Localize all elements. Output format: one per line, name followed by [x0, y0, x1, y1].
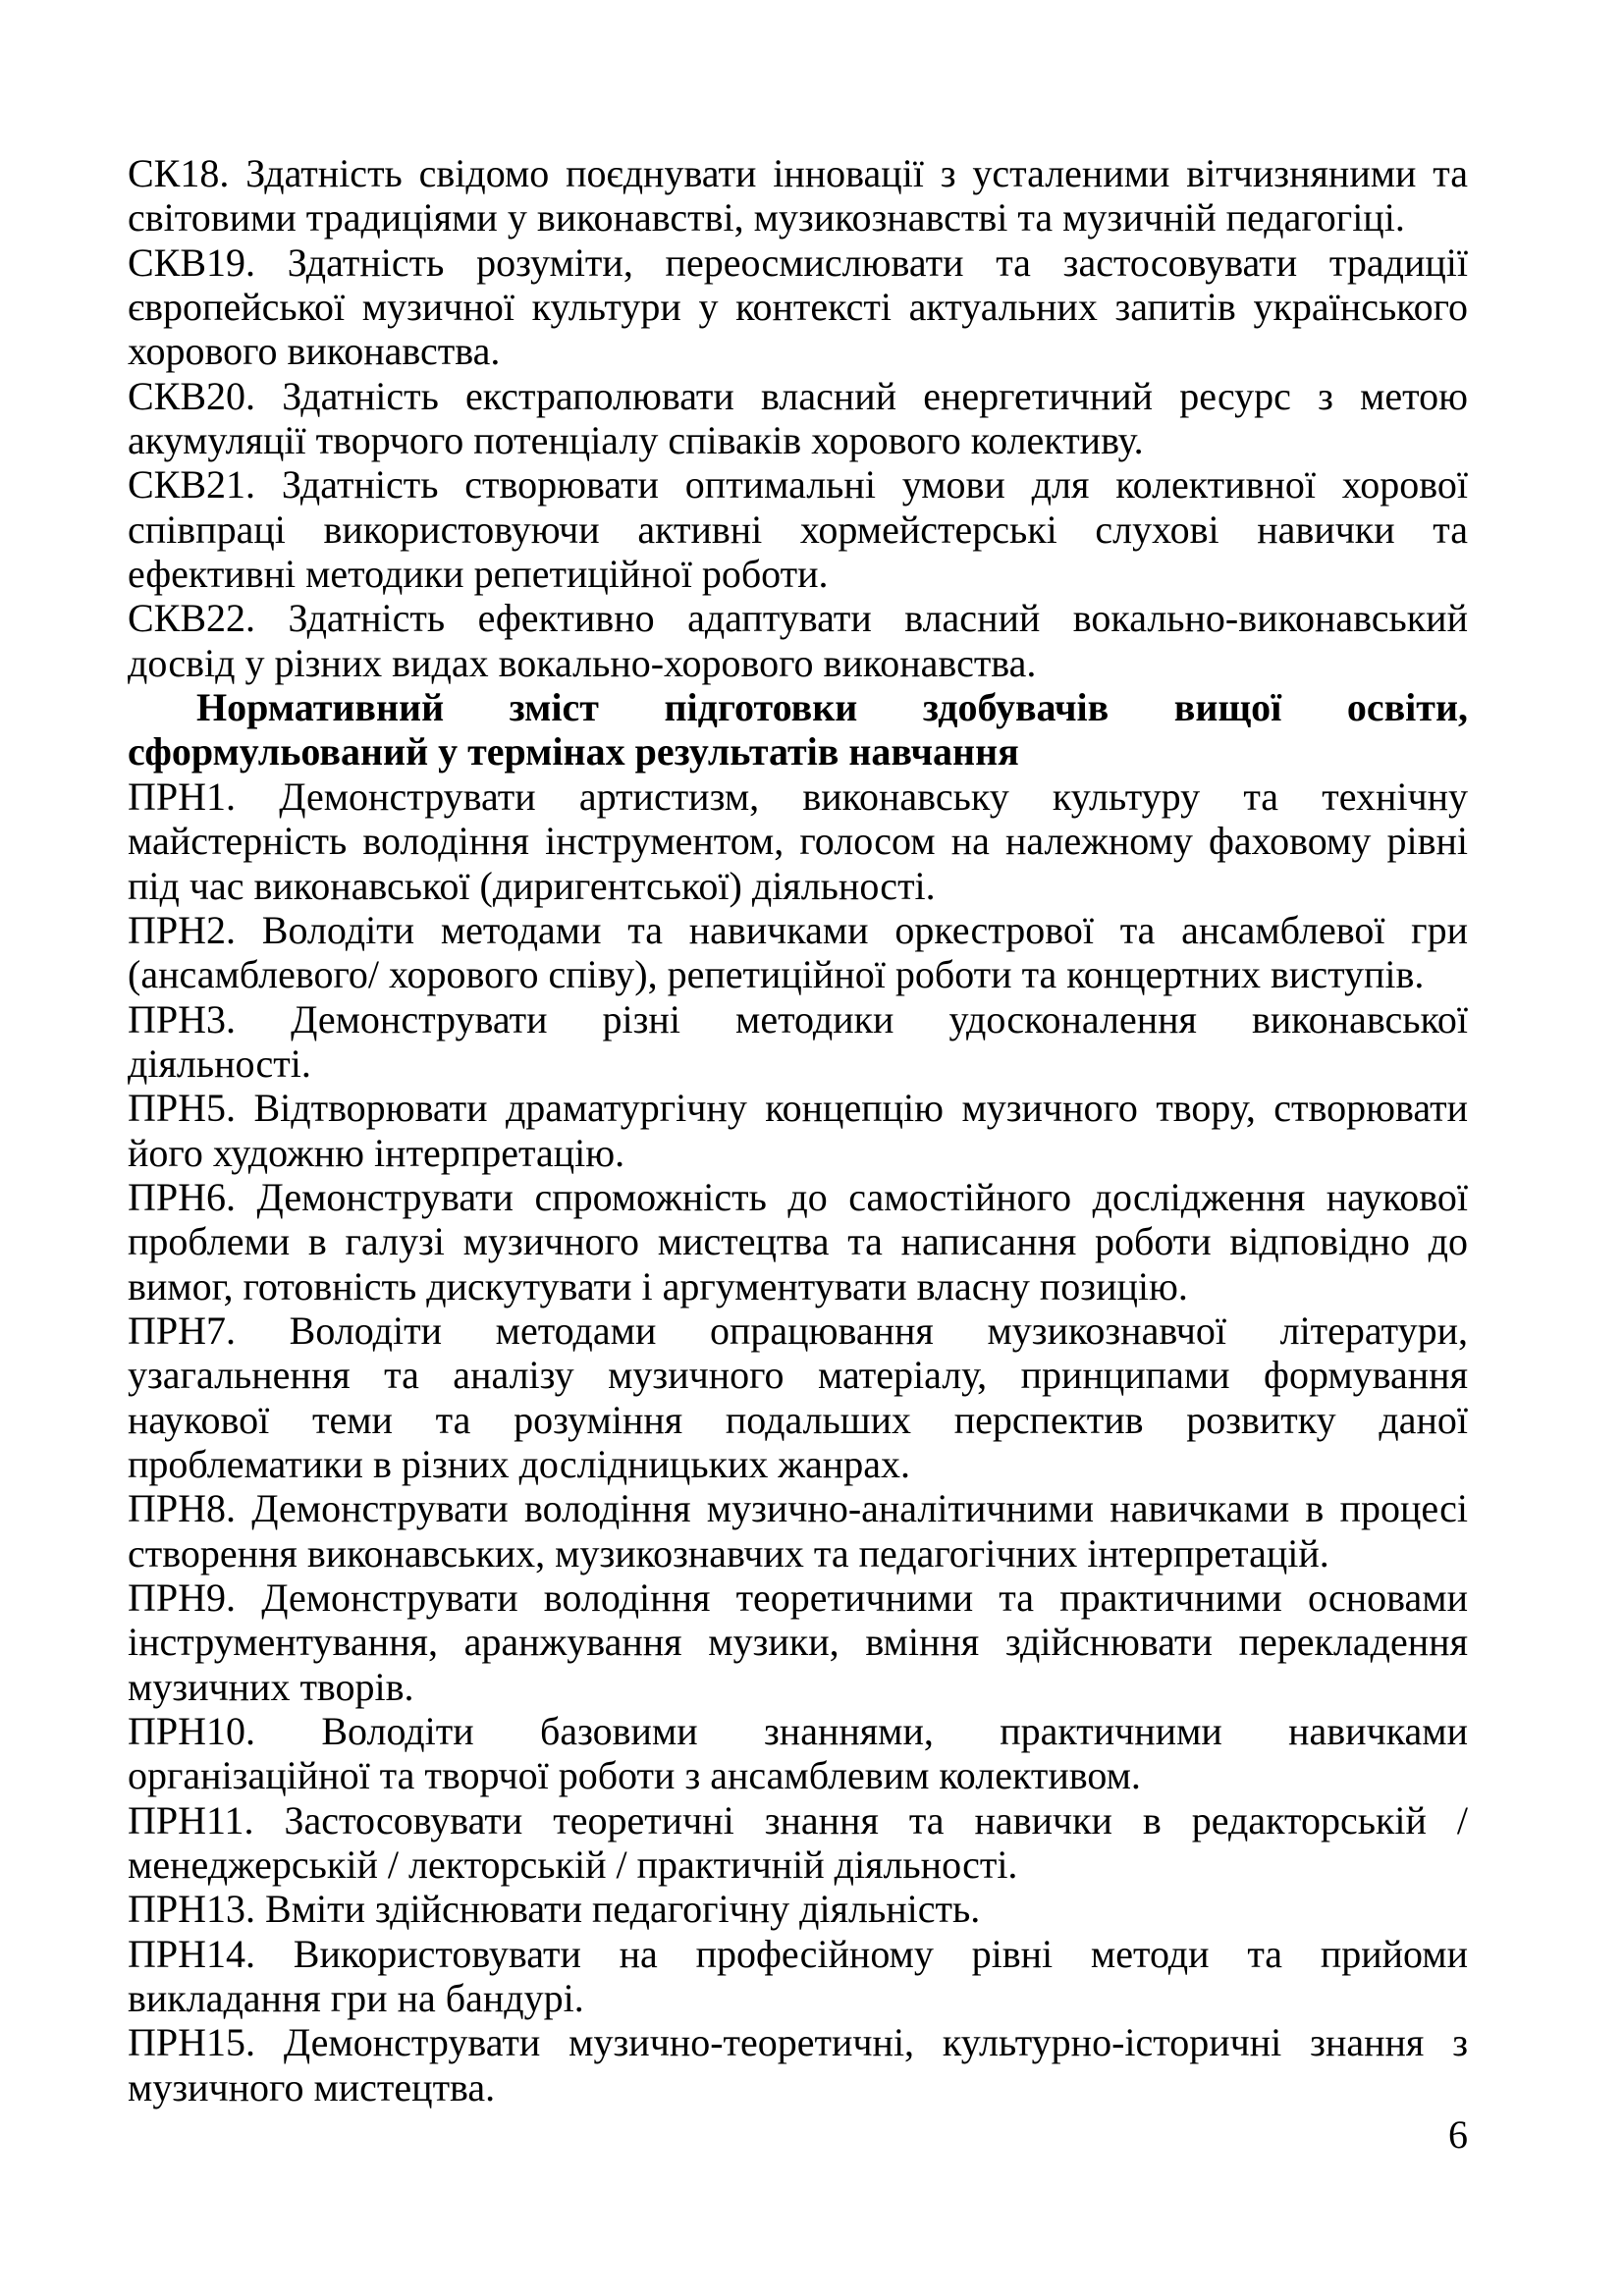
paragraph-skv21: [128, 462, 1468, 596]
text-line: організаційної та творчої роботи з ансамблевим колективом.: [128, 1753, 1141, 1798]
page-number: 6: [1448, 2112, 1468, 2157]
paragraph-prn5: [128, 1086, 1468, 1175]
text-line: досвід у різних видах вокально-хорового виконавства.: [128, 640, 1037, 685]
text-line: хорового виконавства.: [128, 329, 501, 374]
paragraph-prn6: [128, 1175, 1468, 1308]
paragraph-section-heading: [128, 685, 1468, 774]
paragraph-prn14: [128, 1932, 1468, 2021]
text-line: ПРН14. Використовувати на професійному рівні методи та прийоми: [128, 1931, 1468, 1976]
text-line: ефективні методики репетиційної роботи.: [128, 552, 829, 597]
text-line: СКВ21. Здатність створювати оптимальні умови для колективної хорової: [128, 462, 1468, 507]
text-line: майстерність володіння інструментом, голосом на належному фаховому рівні: [128, 819, 1468, 864]
text-line: співпраці використовуючи активні хормейстерські слухові навички та: [128, 507, 1468, 552]
text-line: ПРН7. Володіти методами опрацювання музикознавчої літератури,: [128, 1308, 1468, 1353]
text-line: СКВ20. Здатність екстраполювати власний енергетичний ресурс з метою: [128, 373, 1468, 418]
paragraph-prn13: [128, 1887, 1468, 1931]
paragraph-prn15: [128, 2020, 1468, 2109]
text-line: діяльності.: [128, 1041, 311, 1086]
paragraph-prn11: [128, 1798, 1468, 1888]
paragraph-prn8: [128, 1486, 1468, 1575]
text-line: ПРН10. Володіти базовими знаннями, практичними навичками: [128, 1709, 1468, 1754]
text-line: акумуляції творчого потенціалу співаків хорового колективу.: [128, 418, 1144, 463]
paragraph-prn7: [128, 1308, 1468, 1486]
paragraph-skv20: [128, 374, 1468, 463]
paragraph-skv19: [128, 240, 1468, 374]
text-line: менеджерській / лекторській / практичній діяльності.: [128, 1842, 1018, 1888]
text-line: його художню інтерпретацію.: [128, 1130, 625, 1175]
text-line: Нормативний зміст підготовки здобувачів вищої освіти,: [196, 685, 1468, 730]
text-line: СКВ22. Здатність ефективно адаптувати власний вокально-виконавський: [128, 596, 1468, 641]
text-line: музичного мистецтва.: [128, 2064, 496, 2109]
text-line: європейської музичної культури у контексті актуальних запитів українського: [128, 285, 1468, 330]
text-line: проблематики в різних дослідницьких жанрах.: [128, 1441, 910, 1486]
text-line: ПРН5. Відтворювати драматургічну концепцію музичного твору, створювати: [128, 1086, 1468, 1131]
paragraph-prn10: [128, 1709, 1468, 1798]
text-line: СКВ19. Здатність розуміти, переосмислювати та застосовувати традиції: [128, 240, 1468, 285]
text-line: ПРН6. Демонструвати спроможність до самостійного дослідження наукової: [128, 1174, 1468, 1219]
text-line: ПРН3. Демонструвати різні методики удосконалення виконавської: [128, 996, 1468, 1041]
text-line: СК18. Здатність свідомо поєднувати інновації з усталеними вітчизняними та: [128, 151, 1468, 195]
text-line: ПРН11. Застосовувати теоретичні знання та навички в редакторській /: [128, 1797, 1468, 1842]
text-line: інструментування, аранжування музики, вміння здійснювати перекладення: [128, 1620, 1468, 1665]
paragraph-prn3: [128, 997, 1468, 1087]
text-line: наукової теми та розуміння подальших перспектив розвитку даної: [128, 1397, 1468, 1442]
text-line: проблеми в галузі музичного мистецтва та написання роботи відповідно до: [128, 1219, 1468, 1264]
text-line: створення виконавських, музикознавчих та педагогічних інтерпретацій.: [128, 1530, 1329, 1575]
text-line: викладання гри на бандурі.: [128, 1976, 584, 2021]
text-line: вимог, готовність дискутувати і аргументувати власну позицію.: [128, 1263, 1188, 1308]
text-line: (ансамблевого/ хорового співу), репетиційної роботи та концертних виступів.: [128, 952, 1425, 997]
text-line: ПРН1. Демонструвати артистизм, виконавську культуру та технічну: [128, 774, 1468, 819]
text-block: [128, 151, 1468, 2109]
text-line: ПРН2. Володіти методами та навичками оркестрової та ансамблевої гри: [128, 907, 1468, 952]
text-line: музичних творів.: [128, 1664, 414, 1709]
text-line: узагальнення та аналізу музичного матеріалу, принципами формування: [128, 1353, 1468, 1398]
paragraph-prn2: [128, 908, 1468, 997]
paragraph-skv22: [128, 596, 1468, 685]
text-line: ПРН15. Демонструвати музично-теоретичні, культурно-історичні знання з: [128, 2020, 1468, 2065]
text-line: ПРН9. Демонструвати володіння теоретичними та практичними основами: [128, 1575, 1468, 1620]
text-line: світовими традиціями у виконавстві, музикознавстві та музичній педагогіці.: [128, 195, 1405, 240]
text-line: сформульований у термінах результатів навчання: [128, 729, 1019, 774]
paragraph-sk18: [128, 151, 1468, 240]
paragraph-prn9: [128, 1575, 1468, 1709]
text-line: під час виконавської (диригентської) діяльності.: [128, 863, 936, 908]
paragraph-prn1: [128, 774, 1468, 908]
text-line: ПРН13. Вміти здійснювати педагогічну діяльність.: [128, 1887, 981, 1932]
text-line: ПРН8. Демонструвати володіння музично-аналітичними навичками в процесі: [128, 1486, 1468, 1531]
